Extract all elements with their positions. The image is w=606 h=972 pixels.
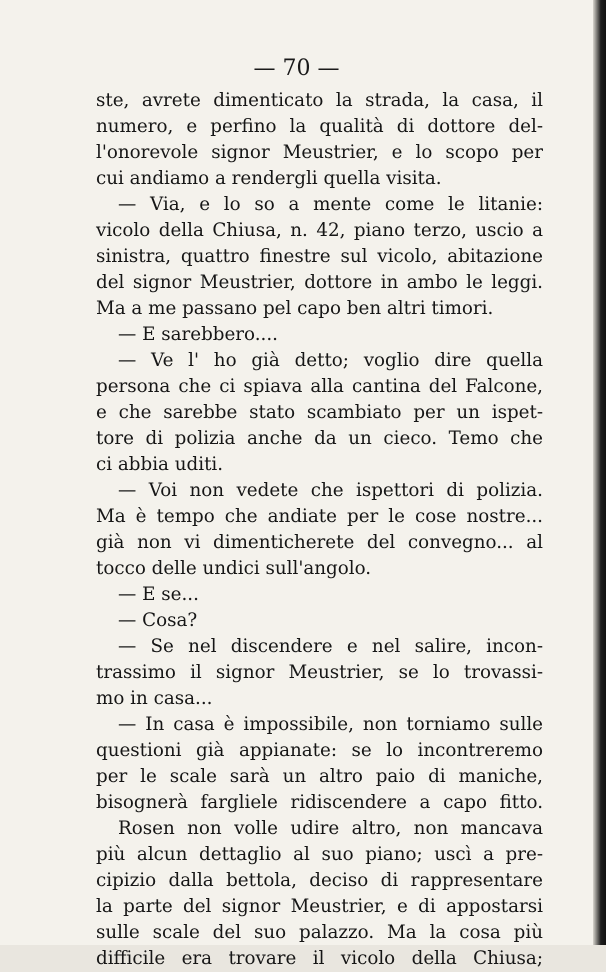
text-line: difficile era trovare il vicolo della Chiusa; <box>96 948 543 969</box>
text-line: sulle scale del suo palazzo. Ma la cosa più <box>96 922 543 943</box>
text-line: numero, e perfino la qualità di dottore del- <box>96 116 543 137</box>
text-line: cipizio dalla bettola, deciso di rappresentare <box>96 870 543 891</box>
text-line: l'onorevole signor Meustrier, e lo scopo per <box>96 142 543 163</box>
text-line: — In casa è impossibile, non torniamo sulle <box>118 714 543 735</box>
text-line: — E sarebbero.... <box>118 324 278 345</box>
text-line: — Cosa? <box>118 610 198 631</box>
text-line: — E se... <box>118 584 199 605</box>
text-line: tore di polizia anche da un cieco. Temo che <box>96 428 543 449</box>
text-line: Ma a me passano pel capo ben altri timori. <box>96 298 494 319</box>
text-line: mo in casa... <box>96 688 213 709</box>
text-line: — Via, e lo so a mente come le litanie: <box>118 194 543 215</box>
text-line: questioni già appianate: se lo incontreremo <box>96 740 543 761</box>
text-line: — Voi non vedete che ispettori di polizia. <box>118 480 543 501</box>
text-line: e che sarebbe stato scambiato per un ispet- <box>96 402 543 423</box>
text-line: Ma è tempo che andiate per le cose nostre... <box>96 506 543 527</box>
text-line: ste, avrete dimenticato la strada, la casa, il <box>96 90 543 111</box>
text-line: trassimo il signor Meustrier, se lo trovassi- <box>96 662 543 683</box>
text-line: più alcun dettaglio al suo piano; uscì a pre- <box>96 844 543 865</box>
text-line: del signor Meustrier, dottore in ambo le leggi. <box>96 272 543 293</box>
page-number: — 70 — <box>253 56 340 81</box>
text-line: ci abbia uditi. <box>96 454 224 475</box>
text-line: persona che ci spiava alla cantina del Falcone, <box>96 376 543 397</box>
text-line: tocco delle undici sull'angolo. <box>96 558 372 579</box>
text-line: bisognerà fargliele ridiscendere a capo fitto. <box>96 792 543 813</box>
text-line: già non vi dimenticherete del convegno... al <box>96 532 543 553</box>
book-binding-edge <box>593 0 606 945</box>
text-line: cui andiamo a rendergli quella visita. <box>96 168 442 189</box>
text-line: Rosen non volle udire altro, non mancava <box>118 818 543 839</box>
text-line: vicolo della Chiusa, n. 42, piano terzo, uscio a <box>96 220 543 241</box>
body-text <box>96 88 543 972</box>
text-line: sinistra, quattro finestre sul vicolo, abitazione <box>96 246 543 267</box>
text-line: — Ve l' ho già detto; voglio dire quella <box>118 350 543 371</box>
text-line: la parte del signor Meustrier, e di appostarsi <box>96 896 543 917</box>
text-line: — Se nel discendere e nel salire, incon- <box>118 636 543 657</box>
text-line: per le scale sarà un altro paio di maniche, <box>96 766 543 787</box>
